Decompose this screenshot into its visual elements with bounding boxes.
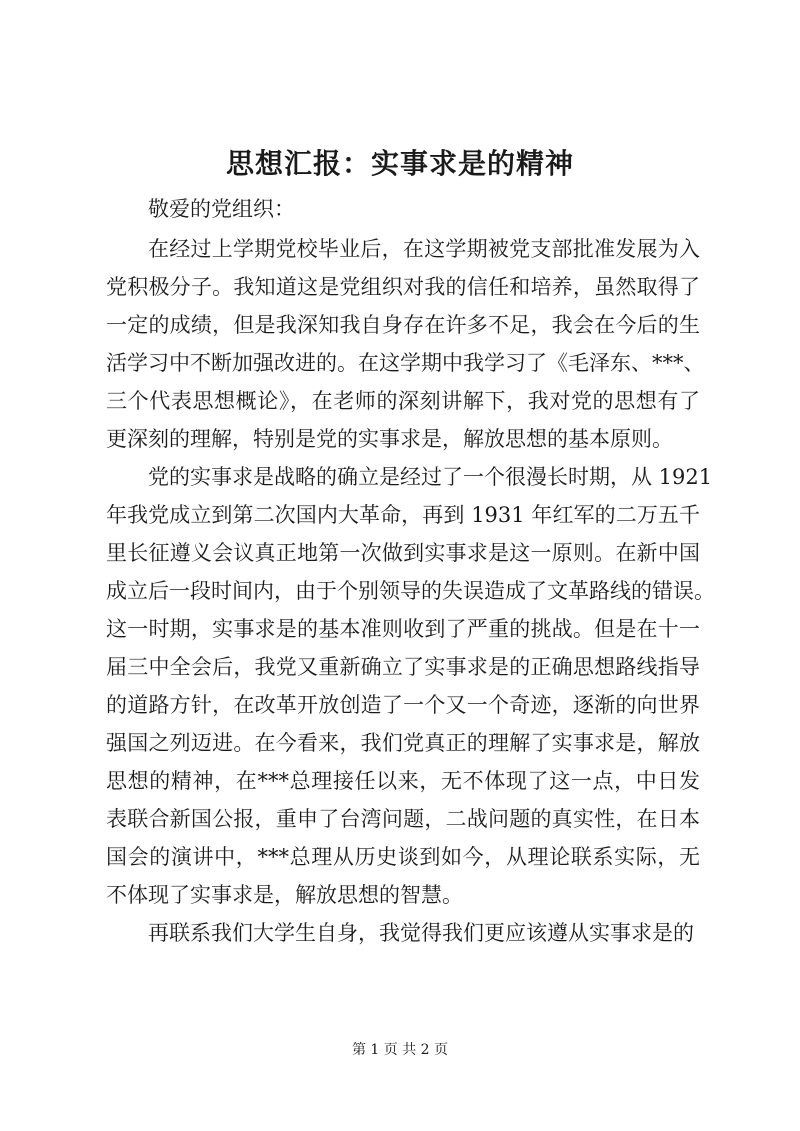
- paragraph-line: 一定的成绩，但是我深知我自身存在许多不足，我会在今后的生: [106, 313, 700, 337]
- paragraph-line: 表联合新国公报，重申了台湾问题，二战问题的真实性，在日本: [106, 807, 700, 831]
- paragraph-line: 思想的精神，在***总理接任以来，无不体现了这一点，中日发: [106, 769, 700, 793]
- paragraph-line: 在经过上学期党校毕业后，在这学期被党支部批准发展为入: [148, 237, 700, 261]
- paragraph-line: 不体现了实事求是，解放思想的智慧。: [106, 883, 463, 907]
- paragraph-line: 里长征遵义会议真正地第一次做到实事求是这一原则。在新中国: [106, 541, 700, 565]
- paragraph-line: 的道路方针，在改革开放创造了一个又一个奇迹，逐渐的向世界: [106, 693, 700, 717]
- paragraph-line: 年我党成立到第二次国内大革命，再到 1931 年红军的二万五千: [106, 503, 700, 527]
- page-footer: 第 1 页 共 2 页: [351, 1042, 449, 1058]
- page-title: 思想汇报：实事求是的精神: [225, 147, 574, 180]
- paragraph-line: 党的实事求是战略的确立是经过了一个很漫长时期，从 1921: [148, 465, 713, 489]
- paragraph-line: 活学习中不断加强改进的。在这学期中我学习了《毛泽东、***、: [106, 351, 705, 375]
- paragraph-line: 党积极分子。我知道这是党组织对我的信任和培养，虽然取得了: [106, 275, 700, 299]
- paragraph-line: 三个代表思想概论》，在老师的深刻讲解下，我对党的思想有了: [106, 389, 700, 413]
- paragraph-line: 届三中全会后，我党又重新确立了实事求是的正确思想路线指导: [106, 655, 700, 679]
- paragraph-line: 这一时期，实事求是的基本准则收到了严重的挑战。但是在十一: [106, 617, 700, 641]
- salutation: 敬爱的党组织：: [148, 197, 295, 221]
- paragraph-line: 更深刻的理解，特别是党的实事求是，解放思想的基本原则。: [106, 427, 673, 451]
- paragraph-line: 国会的演讲中，***总理从历史谈到如今，从理论联系实际，无: [106, 845, 700, 869]
- paragraph-line: 强国之列迈进。在今看来，我们党真正的理解了实事求是，解放: [106, 731, 700, 755]
- paragraph-line: 成立后一段时间内，由于个别领导的失误造成了文革路线的错误。: [106, 579, 715, 603]
- paragraph-line: 再联系我们大学生自身，我觉得我们更应该遵从实事求是的: [148, 921, 694, 945]
